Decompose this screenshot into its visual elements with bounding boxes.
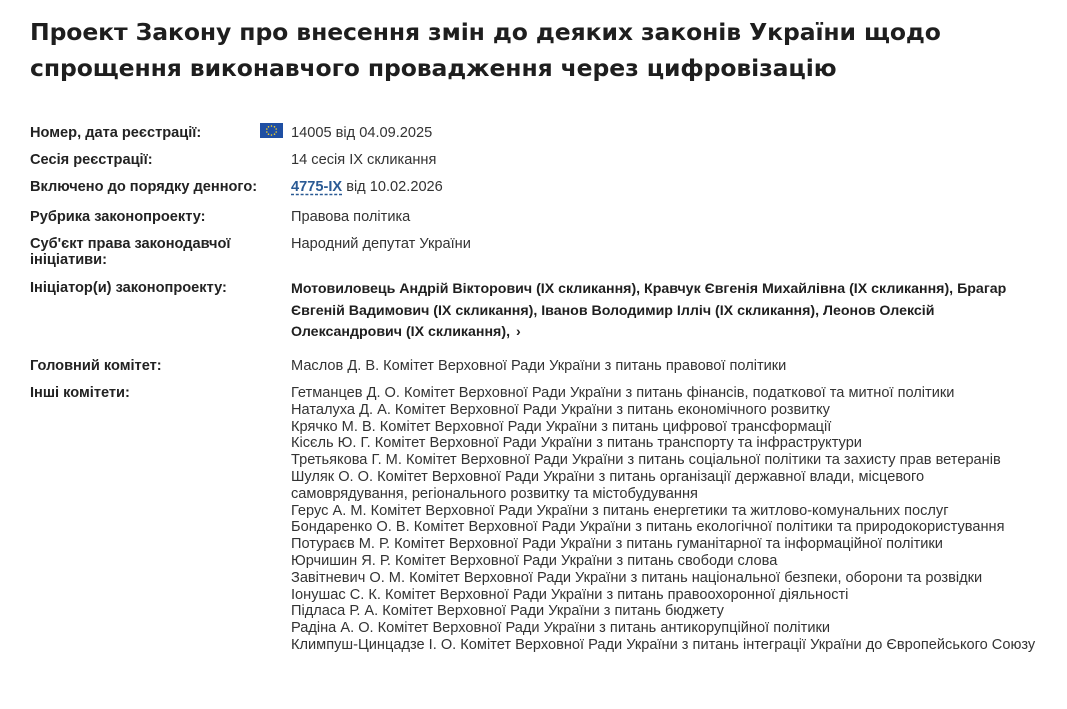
initiators-value <box>291 279 1041 344</box>
show-more-chevron-icon[interactable]: › <box>516 324 521 340</box>
rubric-label: Рубрика законопроекту: <box>30 209 206 225</box>
committee-item: Герус А. М. Комітет Верховної Ради України з питань енергетики та житлово-комунальних послуг <box>291 502 949 519</box>
committee-item: Шуляк О. О. Комітет Верховної Ради України з питань організації державної влади, місцевого самоврядування, регіонального розвитку та містобудування <box>291 468 925 502</box>
registration-sep: від <box>335 125 356 141</box>
registration-value <box>291 125 1041 142</box>
committee-item: Гетманцев Д. О. Комітет Верховної Ради України з питань фінансів, податкової та митної політики <box>291 385 955 401</box>
main-committee-value: Маслов Д. В. Комітет Верховної Ради України з питань правової політики <box>291 358 787 374</box>
page-title: Проект Закону про внесення змін до деяких законів України щодо спрощення виконавчого провадження через цифровізацію <box>30 18 941 82</box>
committee-item: Климпуш-Цинцадзе І. О. Комітет Верховної Ради України з питань інтеграції України до Європейського Союзу <box>291 636 1036 653</box>
session-label: Сесія реєстрації: <box>30 152 153 168</box>
agenda-date: від 10.02.2026 <box>346 179 443 195</box>
registration-number: 14005 <box>291 125 332 141</box>
other-committees-label: Інші комітети: <box>30 385 130 401</box>
committee-item: Третьякова Г. М. Комітет Верховної Ради України з питань соціальної політики та захисту прав ветеранів <box>291 452 1001 469</box>
registration-label: Номер, дата реєстрації: <box>30 125 202 141</box>
other-committees-list <box>291 385 1041 654</box>
eu-flag-icon <box>260 123 283 138</box>
committee-item: Потураєв М. Р. Комітет Верховної Ради України з питань гуманітарної та інформаційної політики <box>291 536 943 553</box>
committee-item: Іонушас С. К. Комітет Верховної Ради України з питань правоохоронної діяльності <box>291 586 849 603</box>
committee-item: Наталуха Д. А. Комітет Верховної Ради України з питань економічного розвитку <box>291 401 830 418</box>
subject-value: Народний депутат України <box>291 236 471 252</box>
committee-item: Радіна А. О. Комітет Верховної Ради України з питань антикорупційної політики <box>291 620 831 637</box>
rubric-value: Правова політика <box>291 209 411 225</box>
committee-item: Бондаренко О. В. Комітет Верховної Ради України з питань екологічної політики та природокористування <box>291 519 1005 536</box>
agenda-value <box>291 179 1041 196</box>
agenda-link[interactable]: 4775-IX <box>291 179 343 195</box>
initiators-list: Мотовиловець Андрій Вікторович (IX скликання), Кравчук Євгенія Михайлівна (IX скликання), Брагар Євгеній Вадимович (IX скликання), Іванов Володимир Ілліч (IX скликання), Леонов Олексій Олександрович (IX скликання), <box>291 281 1007 340</box>
committee-item: Підласа Р. А. Комітет Верховної Ради України з питань бюджету <box>291 603 724 620</box>
committee-item: Крячко М. В. Комітет Верховної Ради України з питань цифрової трансформації <box>291 418 832 435</box>
subject-label: Суб'єкт права законодавчої ініціативи: <box>30 236 231 268</box>
agenda-label: Включено до порядку денного: <box>30 179 258 195</box>
initiators-label: Ініціатор(и) законопроекту: <box>30 280 227 296</box>
committee-item: Завітневич О. М. Комітет Верховної Ради України з питань національної безпеки, оборони та розвідки <box>291 569 983 586</box>
committee-item: Кісєль Ю. Г. Комітет Верховної Ради України з питань транспорту та інфраструктури <box>291 435 862 452</box>
registration-date: 04.09.2025 <box>359 125 433 141</box>
main-committee-label: Головний комітет: <box>30 358 162 374</box>
session-value: 14 сесія IX скликання <box>291 152 437 168</box>
committee-item: Юрчишин Я. Р. Комітет Верховної Ради України з питань свободи слова <box>291 552 778 569</box>
